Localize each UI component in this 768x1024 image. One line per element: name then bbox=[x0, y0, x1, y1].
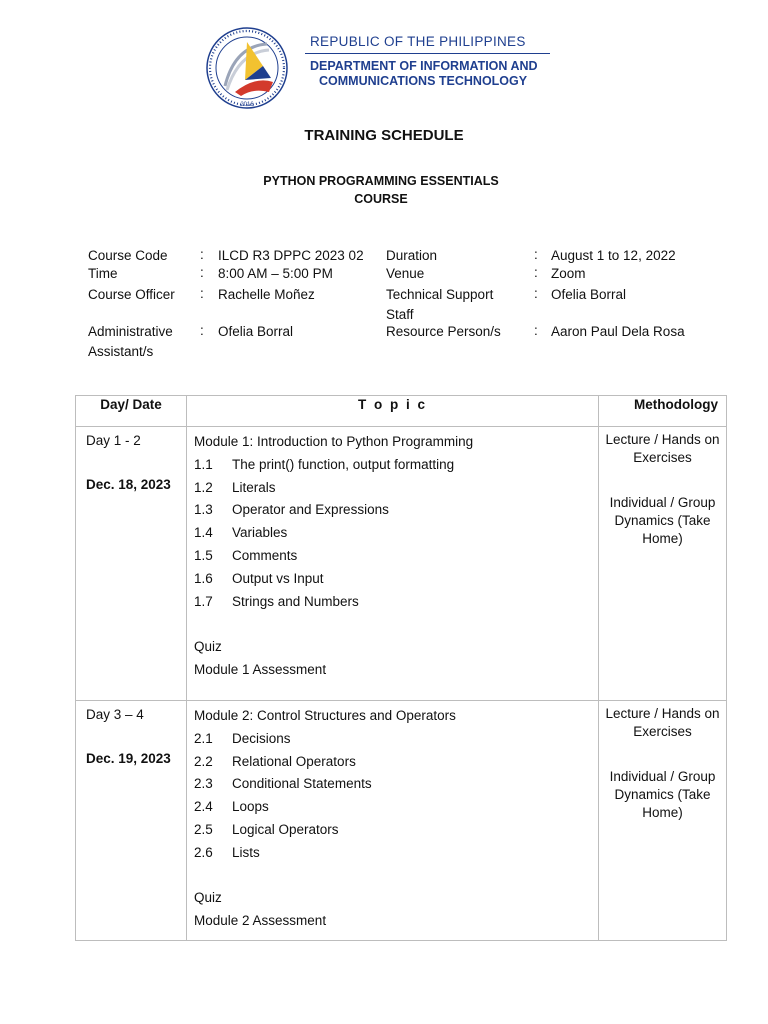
topic-text: Strings and Numbers bbox=[232, 593, 359, 609]
separator: : bbox=[534, 265, 538, 280]
time-value: 8:00 AM – 5:00 PM bbox=[218, 266, 333, 281]
topic-text: Comments bbox=[232, 547, 298, 563]
admin-assistant-label-line-2: Assistant/s bbox=[88, 344, 154, 359]
schedule-table bbox=[75, 395, 727, 941]
assessment-label: Module 1 Assessment bbox=[194, 661, 327, 677]
day-label: Day 3 – 4 bbox=[86, 707, 144, 722]
spacer bbox=[194, 613, 592, 636]
module-title: Module 1: Introduction to Python Programming bbox=[194, 434, 474, 449]
header-topic: T o p i c bbox=[187, 396, 599, 427]
svg-text:2016: 2016 bbox=[240, 102, 254, 108]
document-title: TRAINING SCHEDULE bbox=[304, 127, 464, 144]
separator: : bbox=[200, 247, 204, 262]
course-officer-value: Rachelle Moñez bbox=[218, 287, 315, 302]
header-methodology: Methodology bbox=[599, 396, 727, 427]
methodology-lecture: Lecture / Hands on Exercises bbox=[605, 432, 720, 465]
course-code-label: Course Code bbox=[88, 248, 168, 263]
admin-assistant-label-line-1: Administrative bbox=[88, 324, 173, 339]
header-day-date: Day/ Date bbox=[76, 396, 187, 427]
topic-cell bbox=[187, 427, 599, 701]
duration-label: Duration bbox=[386, 248, 438, 263]
topic-number: 2.6 bbox=[194, 844, 213, 860]
topic-item bbox=[194, 568, 592, 591]
topic-item bbox=[194, 477, 592, 500]
topic-number: 1.6 bbox=[194, 570, 213, 586]
topic-number: 1.3 bbox=[194, 502, 213, 518]
topic-item bbox=[194, 522, 592, 545]
topic-number: 2.4 bbox=[194, 799, 213, 815]
course-title bbox=[0, 172, 762, 208]
topic-number: 1.4 bbox=[194, 525, 213, 541]
assessment-label: Module 2 Assessment bbox=[194, 913, 327, 929]
topic-item bbox=[194, 545, 592, 568]
table-row bbox=[76, 427, 727, 701]
topic-text: The print() function, output formatting bbox=[232, 456, 455, 472]
topic-item bbox=[194, 454, 592, 477]
day-cell bbox=[76, 427, 187, 701]
separator: : bbox=[200, 286, 204, 301]
methodology-cell bbox=[599, 427, 727, 701]
table-header-row bbox=[76, 396, 727, 427]
day-date: Dec. 19, 2023 bbox=[86, 751, 171, 766]
topic-number: 2.5 bbox=[194, 821, 213, 837]
course-officer-label: Course Officer bbox=[88, 287, 175, 302]
topic-item bbox=[194, 773, 592, 796]
separator: : bbox=[200, 265, 204, 280]
course-title-line-2: COURSE bbox=[354, 192, 408, 206]
topic-text: Operator and Expressions bbox=[232, 502, 389, 518]
admin-assistant-label bbox=[88, 323, 173, 361]
methodology-individual: Individual / Group Dynamics (Take Home) bbox=[609, 769, 716, 820]
module-title: Module 2: Control Structures and Operators bbox=[194, 708, 456, 723]
topic-item bbox=[194, 819, 592, 842]
day-cell bbox=[76, 701, 187, 941]
topic-number: 1.5 bbox=[194, 547, 213, 563]
republic-text: REPUBLIC OF THE PHILIPPINES bbox=[310, 34, 526, 49]
duration-value: August 1 to 12, 2022 bbox=[551, 248, 676, 263]
topic-item bbox=[194, 796, 592, 819]
topic-number: 2.2 bbox=[194, 753, 213, 769]
department-line-1: DEPARTMENT OF INFORMATION AND bbox=[310, 59, 538, 73]
topic-text: Conditional Statements bbox=[232, 776, 372, 792]
header-rule bbox=[305, 53, 550, 54]
topic-item bbox=[194, 751, 592, 774]
technical-support-label-line-2: Staff bbox=[386, 307, 414, 322]
separator: : bbox=[534, 247, 538, 262]
day-label: Day 1 - 2 bbox=[86, 433, 141, 448]
quiz-label: Quiz bbox=[194, 890, 222, 906]
topic-item bbox=[194, 499, 592, 522]
topic-text: Decisions bbox=[232, 730, 291, 746]
department-line-2: COMMUNICATIONS TECHNOLOGY bbox=[319, 74, 528, 88]
topic-item bbox=[194, 591, 592, 614]
topic-text: Variables bbox=[232, 525, 288, 541]
topic-cell bbox=[187, 701, 599, 941]
topic-item bbox=[194, 842, 592, 865]
topic-number: 1.7 bbox=[194, 593, 213, 609]
dict-seal-icon bbox=[205, 26, 289, 110]
topic-text: Relational Operators bbox=[232, 753, 356, 769]
methodology-individual: Individual / Group Dynamics (Take Home) bbox=[609, 495, 716, 546]
topic-text: Lists bbox=[232, 844, 260, 860]
time-label: Time bbox=[88, 266, 118, 281]
topic-text: Literals bbox=[232, 479, 276, 495]
methodology-lecture: Lecture / Hands on Exercises bbox=[605, 706, 720, 739]
course-title-line-1: PYTHON PROGRAMMING ESSENTIALS bbox=[263, 174, 499, 188]
table-row bbox=[76, 701, 727, 941]
department-name bbox=[310, 59, 538, 89]
course-code-value: ILCD R3 DPPC 2023 02 bbox=[218, 248, 364, 263]
topic-number: 1.1 bbox=[194, 456, 213, 472]
technical-support-label-line-1: Technical Support bbox=[386, 287, 494, 302]
topic-number: 1.2 bbox=[194, 479, 213, 495]
topic-number: 2.3 bbox=[194, 776, 213, 792]
resource-person-label: Resource Person/s bbox=[386, 324, 501, 339]
spacer bbox=[194, 865, 592, 888]
topic-item bbox=[194, 728, 592, 751]
venue-value: Zoom bbox=[551, 266, 586, 281]
venue-label: Venue bbox=[386, 266, 425, 281]
topic-text: Loops bbox=[232, 799, 269, 815]
separator: : bbox=[200, 323, 204, 338]
quiz-label: Quiz bbox=[194, 639, 222, 655]
topic-text: Logical Operators bbox=[232, 821, 339, 837]
day-date: Dec. 18, 2023 bbox=[86, 477, 171, 492]
resource-person-value: Aaron Paul Dela Rosa bbox=[551, 324, 685, 339]
separator: : bbox=[534, 323, 538, 338]
technical-support-value: Ofelia Borral bbox=[551, 287, 627, 302]
topic-text: Output vs Input bbox=[232, 570, 324, 586]
admin-assistant-value: Ofelia Borral bbox=[218, 324, 294, 339]
separator: : bbox=[534, 286, 538, 301]
methodology-cell bbox=[599, 701, 727, 941]
topic-number: 2.1 bbox=[194, 730, 213, 746]
dict-logo bbox=[205, 26, 555, 106]
technical-support-label bbox=[386, 286, 493, 324]
